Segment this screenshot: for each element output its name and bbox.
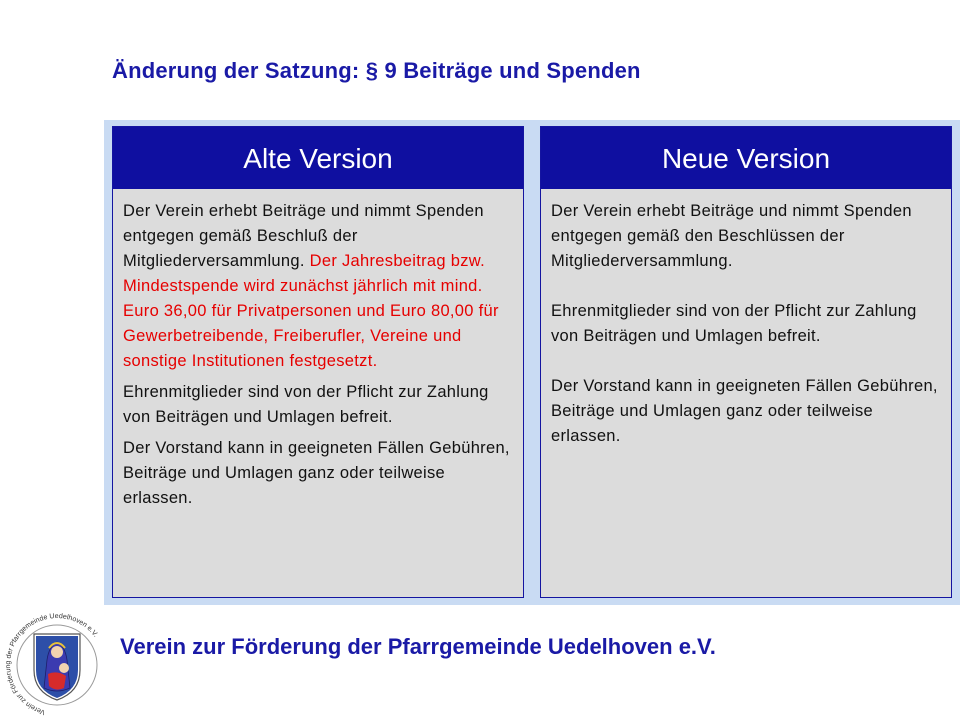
new-version-paragraph-3: Der Vorstand kann in geeigneten Fällen Gebühren, Beiträge und Umlagen ganz oder teilweise erlassen. <box>551 377 938 445</box>
logo-red-cloth <box>48 672 66 689</box>
new-version-paragraph-2: Ehrenmitglieder sind von der Pflicht zur Zahlung von Beiträgen und Umlagen befreit. <box>551 302 917 345</box>
new-version-paragraph-1: Der Verein erhebt Beiträge und nimmt Spenden entgegen gemäß den Beschlüssen der Mitgliederversammlung. <box>551 202 912 270</box>
old-version-text: Der Verein erhebt Beiträge und nimmt Spenden entgegen gemäß Beschluß der Mitgliederversammlung. <box>123 202 484 270</box>
old-version-paragraph-3: Der Vorstand kann in geeigneten Fällen Gebühren, Beiträge und Umlagen ganz oder teilweise erlassen. <box>123 439 510 507</box>
new-version-column <box>540 126 952 598</box>
association-logo <box>4 612 110 718</box>
new-version-header: Neue Version <box>541 127 951 189</box>
logo-child-face <box>59 663 69 673</box>
logo-figure-face <box>51 646 63 658</box>
old-version-header: Alte Version <box>113 127 523 189</box>
slide-title: Änderung der Satzung: § 9 Beiträge und Spenden <box>112 58 641 83</box>
old-version-paragraph-1 <box>123 199 513 374</box>
logo-ring-text: Verein zur Förderung der Pfarrgemeinde Uedelhoven e.V. <box>5 612 100 716</box>
footer-association-name: Verein zur Förderung der Pfarrgemeinde Uedelhoven e.V. <box>120 634 716 659</box>
old-version-removed-text: Der Jahresbeitrag bzw. Mindestspende wird zunächst jährlich mit mind. Euro 36,00 für Privatpersonen und Euro 80,00 für Gewerbetreibende, Freiberufler, Vereine und sonstige Institutionen festgesetzt. <box>123 252 499 370</box>
old-version-column <box>112 126 524 598</box>
old-version-paragraph-2: Ehrenmitglieder sind von der Pflicht zur Zahlung von Beiträgen und Umlagen befreit. <box>123 383 489 426</box>
new-version-body <box>541 189 951 449</box>
old-version-body <box>113 189 523 511</box>
